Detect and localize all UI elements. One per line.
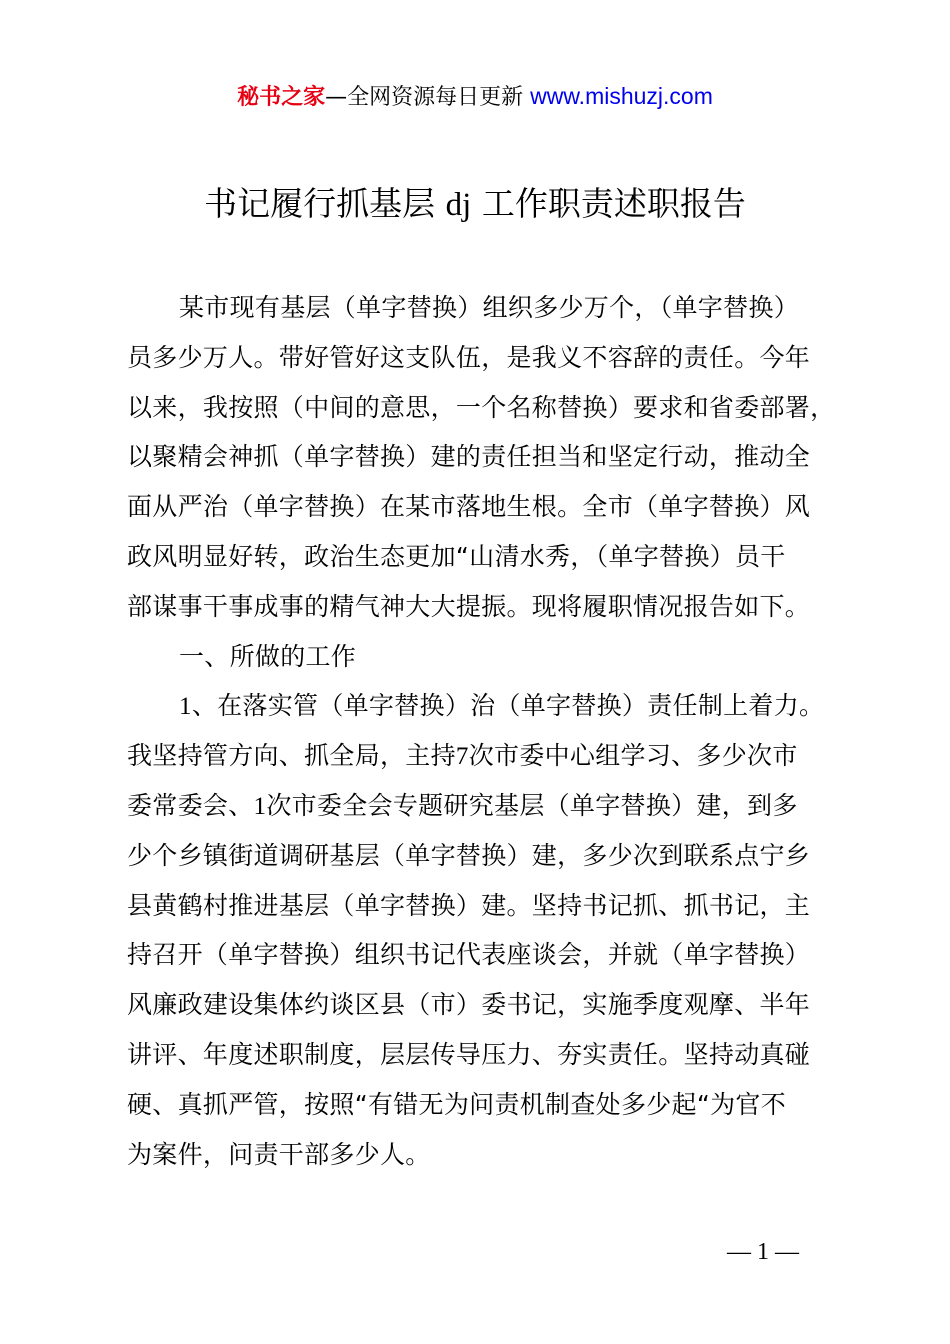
item-heading-text: 、在落实管（单字替换）治（单字替换）责任制上着力。 <box>191 691 825 721</box>
title-part-3: 工作职责述职报告 <box>481 184 746 223</box>
text-line: 以来，我按照（中间的意思，一个名称替换）要求和省委部署， <box>127 392 836 422</box>
text-segment: 次市委全会专题研究基层（单字替换）建，到多 <box>266 790 798 820</box>
page-number: — 1 — <box>727 1239 799 1265</box>
site-url-link[interactable]: www.mishuzj.com <box>530 83 713 109</box>
text-line: 少个乡镇街道调研基层（单字替换）建，多少次到联系点宁乡 <box>127 840 811 870</box>
site-slogan: —全网资源每日更新 <box>325 85 524 110</box>
text-line: 硬、真抓严管，按照“有错无为问责机制查处多少起“为官不 <box>127 1089 787 1119</box>
text-line: 政风明显好转，政治生态更加“山清水秀，（单字替换）员干 <box>127 541 786 571</box>
work-paragraph <box>127 681 833 1179</box>
text-line: 为案件，问责干部多少人。 <box>127 1139 431 1169</box>
site-brand: 秘书之家 <box>237 85 326 110</box>
document-title <box>0 180 950 229</box>
text-line: 部谋事干事成事的精气神大大提振。现将履职情况报告如下。 <box>127 591 811 621</box>
title-part-1: 书记履行抓基层 <box>204 184 436 223</box>
text-segment: 委常委会、 <box>127 790 254 820</box>
text-line <box>127 681 833 731</box>
text-line: 以聚精会神抓（单字替换）建的责任担当和坚定行动，推动全 <box>127 442 811 472</box>
text-line: 员多少万人。带好管好这支队伍，是我义不容辞的责任。今年 <box>127 342 811 372</box>
item-number: 1 <box>179 693 192 721</box>
text-line <box>127 731 833 781</box>
text-line: 持召开（单字替换）组织书记代表座谈会，并就（单字替换） <box>127 940 811 970</box>
intro-paragraph <box>127 283 836 632</box>
text-line: 某市现有基层（单字替换）组织多少万个，（单字替换） <box>179 293 800 322</box>
text-segment: 我坚持管方向、抓全局，主持 <box>127 741 456 771</box>
text-line <box>127 781 833 831</box>
inline-number: 1 <box>253 792 267 820</box>
text-line: 县黄鹤村推进基层（单字替换）建。坚持书记抓、抓书记，主 <box>127 890 811 920</box>
site-banner <box>0 80 950 114</box>
text-segment: 次市委中心组学习、多少次市 <box>468 741 798 771</box>
inline-number: 7 <box>455 743 469 771</box>
document-body <box>127 283 836 1179</box>
text-line: 讲评、年度述职制度，层层传导压力、夯实责任。坚持动真碰 <box>127 1039 811 1069</box>
text-line: 面从严治（单字替换）在某市落地生根。全市（单字替换）风 <box>127 492 811 522</box>
text-line: 风廉政建设集体约谈区县（市）委书记，实施季度观摩、半年 <box>127 990 811 1020</box>
title-part-2: dj <box>445 187 472 223</box>
section-heading: 一、所做的工作 <box>179 641 357 671</box>
